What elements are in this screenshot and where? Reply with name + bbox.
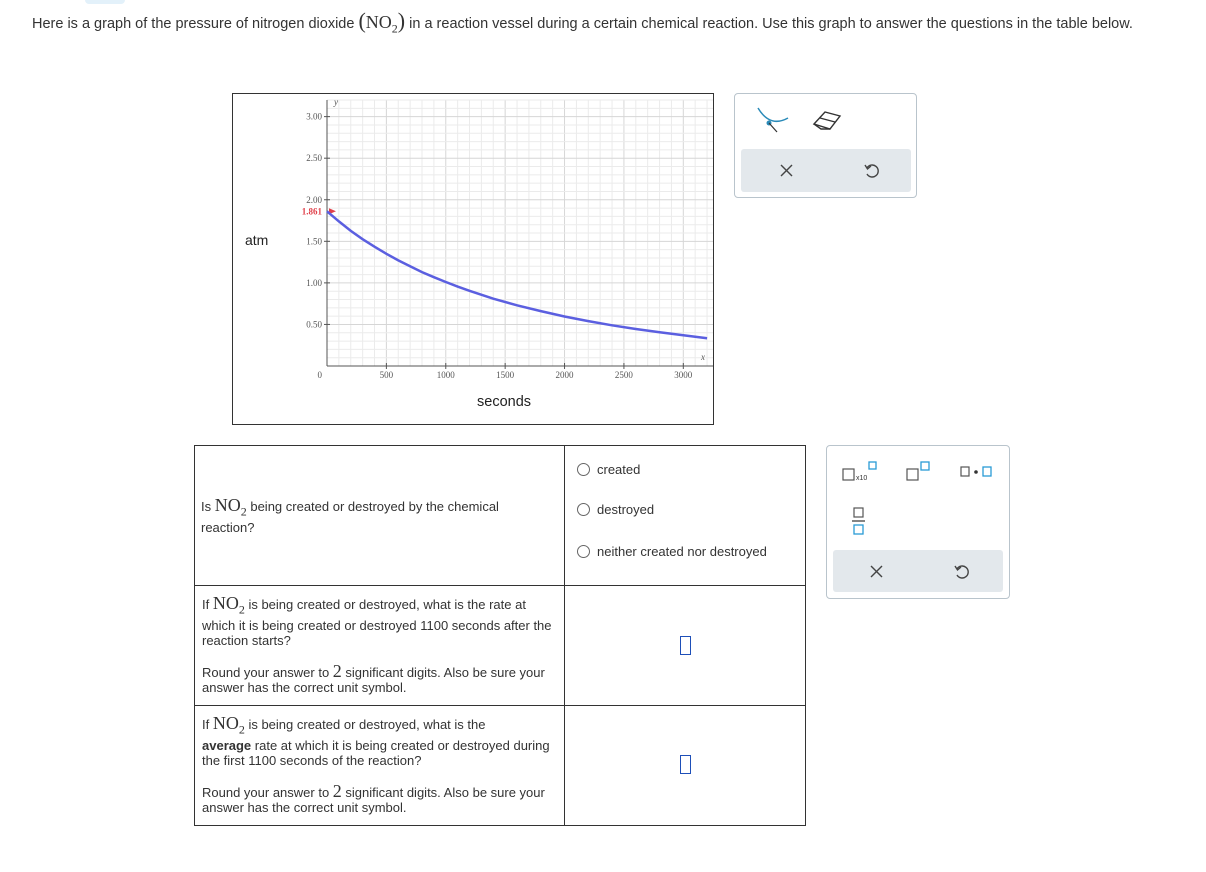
radio-destroyed[interactable] — [577, 503, 590, 516]
intro-before: Here is a graph of the pressure of nitrogen dioxide — [32, 16, 359, 32]
x-tick-label: 1500 — [496, 370, 515, 380]
graph-toolbox — [734, 93, 917, 198]
question-2-text: If $NO_2$ is being created or destroyed, what is the rate at which it is being created or destroyed 1100 seconds after the reaction starts? — [202, 593, 552, 648]
math-toolbar — [833, 550, 1003, 592]
answer-3-input[interactable] — [680, 755, 691, 774]
y-axis-unit-label: atm — [245, 232, 269, 248]
option-created[interactable]: created — [577, 462, 640, 477]
y-tick-label: 3.00 — [306, 111, 322, 122]
fraction-icon[interactable] — [851, 506, 867, 536]
math-toolbox — [826, 445, 1010, 599]
x-tick-label: 500 — [379, 370, 394, 380]
x-tick-label: 2500 — [614, 370, 633, 380]
undo-icon[interactable] — [863, 162, 881, 180]
x-tick-label: 2000 — [555, 370, 574, 380]
svg-text:x10: x10 — [856, 475, 868, 482]
multiply-dot-icon[interactable] — [959, 464, 997, 480]
eraser-icon[interactable] — [809, 107, 845, 133]
highlight-value-label: 1.861 — [301, 206, 322, 217]
question-table — [194, 445, 806, 826]
curve-tool-icon[interactable] — [755, 104, 791, 134]
clear-icon[interactable] — [869, 564, 885, 580]
y-tick-label: 0.50 — [306, 319, 322, 330]
radio-neither[interactable] — [577, 545, 590, 558]
y-tick-label: 1.50 — [306, 236, 322, 247]
y-tick-label: 2.50 — [306, 153, 322, 164]
x-axis-unit-label: seconds — [477, 394, 532, 410]
question-3-text: If $NO_2$ is being created or destroyed, what is the average rate at which it is being created or destroyed during the first 1100 seconds of the reaction? — [202, 713, 550, 768]
question-row-1 — [195, 446, 806, 586]
question-2-cell — [195, 586, 565, 706]
y-tick-label: 2.00 — [306, 194, 322, 205]
superscript-icon[interactable] — [905, 460, 933, 484]
radio-created[interactable] — [577, 463, 590, 476]
x-tick-label: 1000 — [436, 370, 455, 380]
intro-chem: $NO_2$ — [365, 12, 398, 36]
question-1-cell — [195, 446, 565, 586]
intro-text: Here is a graph of the pressure of nitrogen dioxide $(NO_2)$ in a reaction vessel during a certain chemical reaction. Use this graph to answer the questions in the table below. — [32, 8, 1133, 36]
x-tick-label: 0 — [317, 370, 322, 380]
chart-ticks — [306, 112, 693, 380]
question-2-round-note: Round your answer to 2 significant digits. Also be sure your answer has the correct unit symbol. — [202, 661, 545, 695]
y-tick-label: 1.00 — [306, 277, 322, 288]
question-row-3 — [195, 706, 806, 826]
option-destroyed[interactable]: destroyed — [577, 502, 654, 517]
y-var-label: y — [334, 97, 338, 107]
question-row-2 — [195, 586, 806, 706]
intro-after: in a reaction vessel during a certain chemical reaction. Use this graph to answer the questions in the table below. — [405, 16, 1133, 32]
question-3-round-note: Round your answer to 2 significant digits. Also be sure your answer has the correct unit symbol. — [202, 781, 545, 815]
option-neither[interactable]: neither created nor destroyed — [577, 544, 767, 559]
scientific-notation-icon[interactable] — [841, 460, 881, 484]
undo-icon[interactable] — [953, 563, 971, 581]
x-var-label: x — [701, 352, 705, 362]
chart-grid — [327, 100, 713, 366]
answer-2-input[interactable] — [680, 636, 691, 655]
question-1-text: Is $NO_2$ being created or destroyed by the chemical reaction? — [201, 495, 499, 535]
graph-toolbar — [741, 149, 911, 192]
clear-icon[interactable] — [779, 163, 795, 179]
answer-2-cell — [565, 586, 806, 706]
question-3-cell — [195, 706, 565, 826]
x-tick-label: 3000 — [674, 370, 693, 380]
answer-3-cell — [565, 706, 806, 826]
answer-1-cell — [565, 446, 806, 586]
